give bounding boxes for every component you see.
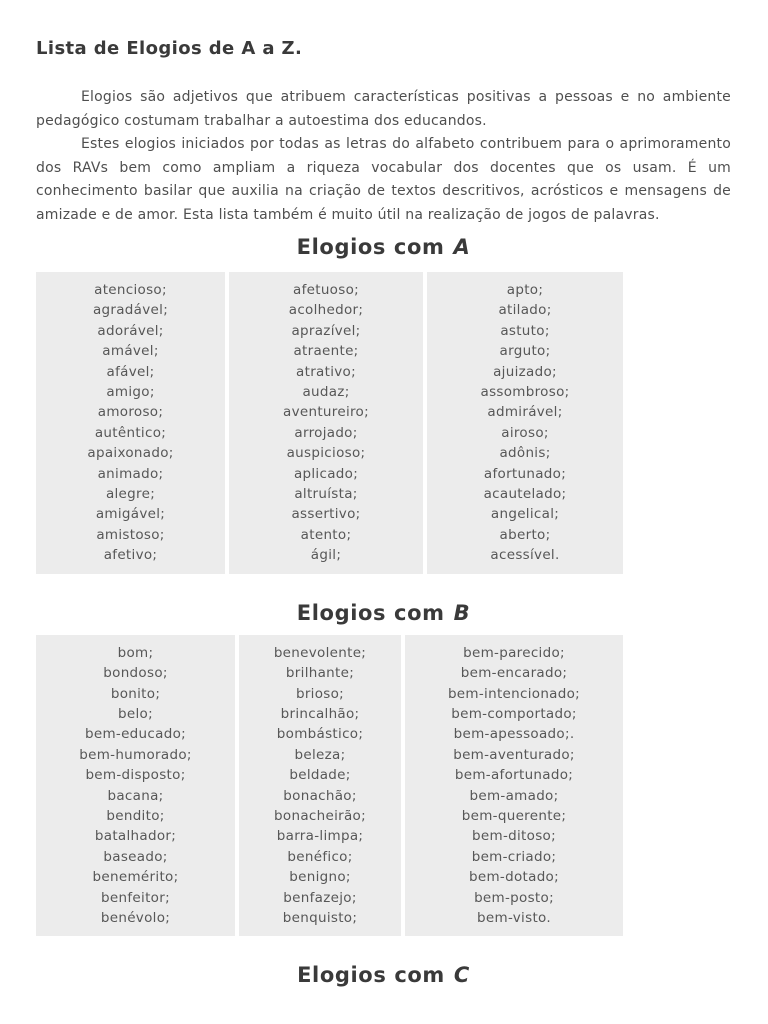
word-item: baseado; (103, 848, 168, 865)
word-item: belo; (118, 705, 153, 722)
word-item: assertivo; (291, 506, 361, 523)
section-heading-letter: B (453, 600, 471, 625)
word-item: aprazível; (291, 322, 361, 339)
word-item: afortunado; (483, 465, 567, 482)
word-item: ágil; (310, 547, 342, 564)
word-column (405, 635, 623, 937)
word-item: bem-intencionado; (447, 685, 581, 702)
word-item: bem-parecido; (463, 644, 565, 661)
word-item: brioso; (295, 685, 345, 702)
word-item: brincalhão; (280, 705, 360, 722)
word-item: benfazejo; (283, 889, 357, 906)
word-item: benevolente; (273, 644, 367, 661)
word-item: alegre; (105, 486, 156, 503)
intro-paragraph: Estes elogios iniciados por todas as letras do alfabeto contribuem para o aprimoramento dos RAVs bem como ampliam a riqueza vocabular dos docentes que os usam. É um conhecimento basilar que auxilia na criação de textos descritivos, acrósticos e mensagens de amizade e de amor. Esta lista também é muito útil na realização de jogos de palavras. (36, 136, 731, 223)
word-item: bem-apessoado;. (453, 726, 575, 743)
word-item: amigável; (95, 506, 166, 523)
word-item: autêntico; (94, 424, 167, 441)
word-item: benigno; (289, 869, 351, 886)
intro-text (36, 86, 731, 227)
section-heading-prefix: Elogios com (296, 600, 445, 625)
word-item: barra-limpa; (276, 828, 364, 845)
word-item: bom; (117, 644, 154, 661)
word-item: atento; (300, 526, 352, 543)
words-table-b (36, 635, 623, 937)
word-item: admirável; (487, 404, 563, 421)
word-column (239, 635, 401, 937)
word-item: beldade; (289, 767, 351, 784)
word-item: acolhedor; (288, 302, 364, 319)
word-item: bem-amado; (469, 787, 559, 804)
word-item: bem-educado; (84, 726, 186, 743)
word-item: arrojado; (294, 424, 358, 441)
word-item: bonito; (110, 685, 161, 702)
word-item: adônis; (499, 445, 551, 462)
word-item: bombástico; (276, 726, 364, 743)
word-item: angelical; (490, 506, 560, 523)
word-item: apaixonado; (87, 445, 174, 462)
word-item: beleza; (294, 746, 346, 763)
word-column (36, 635, 235, 937)
word-item: bonacheirão; (274, 807, 366, 824)
word-item: altruísta; (294, 486, 358, 503)
word-item: bem-criado; (471, 848, 557, 865)
word-item: bem-encarado; (460, 665, 568, 682)
word-item: benfeitor; (101, 889, 170, 906)
word-item: bem-ditoso; (472, 828, 556, 845)
section-heading-letter: A (453, 235, 471, 259)
word-item: bem-humorado; (79, 746, 192, 763)
word-item: bonachão; (283, 787, 357, 804)
section-heading-prefix: Elogios com (297, 963, 445, 988)
word-item: agradável; (92, 302, 169, 319)
section-heading-c (36, 963, 731, 987)
word-item: bem-dotado; (469, 869, 559, 886)
word-item: batalhador; (94, 828, 177, 845)
word-item: bem-comportado; (451, 705, 577, 722)
word-item: amoroso; (97, 404, 164, 421)
word-item: auspicioso; (286, 445, 366, 462)
page-title: Lista de Elogios de A a Z. (36, 38, 303, 59)
word-item: benemérito; (92, 869, 179, 886)
word-item: airoso; (501, 424, 549, 441)
word-item: assombroso; (480, 384, 570, 401)
word-item: bendito; (106, 807, 165, 824)
word-item: ajuizado; (493, 363, 557, 380)
word-item: benévolo; (100, 909, 171, 926)
word-item: afetivo; (103, 547, 158, 564)
word-item: arguto; (499, 343, 551, 360)
word-item: aberto; (499, 526, 551, 543)
word-column (229, 272, 423, 574)
word-item: acautelado; (483, 486, 567, 503)
word-item: atraente; (293, 343, 359, 360)
word-item: audaz; (302, 384, 350, 401)
word-item: atencioso; (94, 282, 167, 298)
word-item: amigo; (106, 384, 155, 401)
word-item: apto; (506, 282, 544, 298)
word-item: animado; (97, 465, 164, 482)
section-heading-prefix: Elogios com (296, 235, 445, 259)
word-item: benquisto; (282, 909, 358, 926)
words-table-a (36, 272, 623, 574)
word-item: atilado; (498, 302, 552, 319)
word-item: astuto; (500, 322, 550, 339)
word-item: atrativo; (296, 363, 356, 380)
section-heading-a (36, 235, 731, 259)
word-item: afetuoso; (293, 282, 359, 298)
word-item: acessível. (490, 547, 560, 564)
word-item: amável; (102, 343, 159, 360)
word-item: bondoso; (103, 665, 168, 682)
word-column (427, 272, 623, 574)
word-item: bem-visto. (477, 909, 551, 926)
word-item: bem-aventurado; (453, 746, 575, 763)
word-item: aplicado; (293, 465, 359, 482)
word-item: brilhante; (285, 665, 355, 682)
section-heading-letter: C (453, 963, 470, 988)
word-item: bem-disposto; (85, 767, 186, 784)
section-heading-b (36, 601, 731, 625)
word-item: bacana; (107, 787, 164, 804)
word-item: bem-querente; (461, 807, 567, 824)
intro-paragraph: Elogios são adjetivos que atribuem características positivas a pessoas e no ambiente pedagógico costumam trabalhar a autoestima dos educandos. (36, 89, 731, 129)
word-item: adorável; (97, 322, 164, 339)
word-item: bem-posto; (474, 889, 554, 906)
word-item: bem-afortunado; (454, 767, 574, 784)
word-item: benéfico; (287, 848, 353, 865)
word-column (36, 272, 225, 574)
word-item: amistoso; (96, 526, 165, 543)
word-item: aventureiro; (283, 404, 369, 421)
word-item: afável; (106, 363, 155, 380)
